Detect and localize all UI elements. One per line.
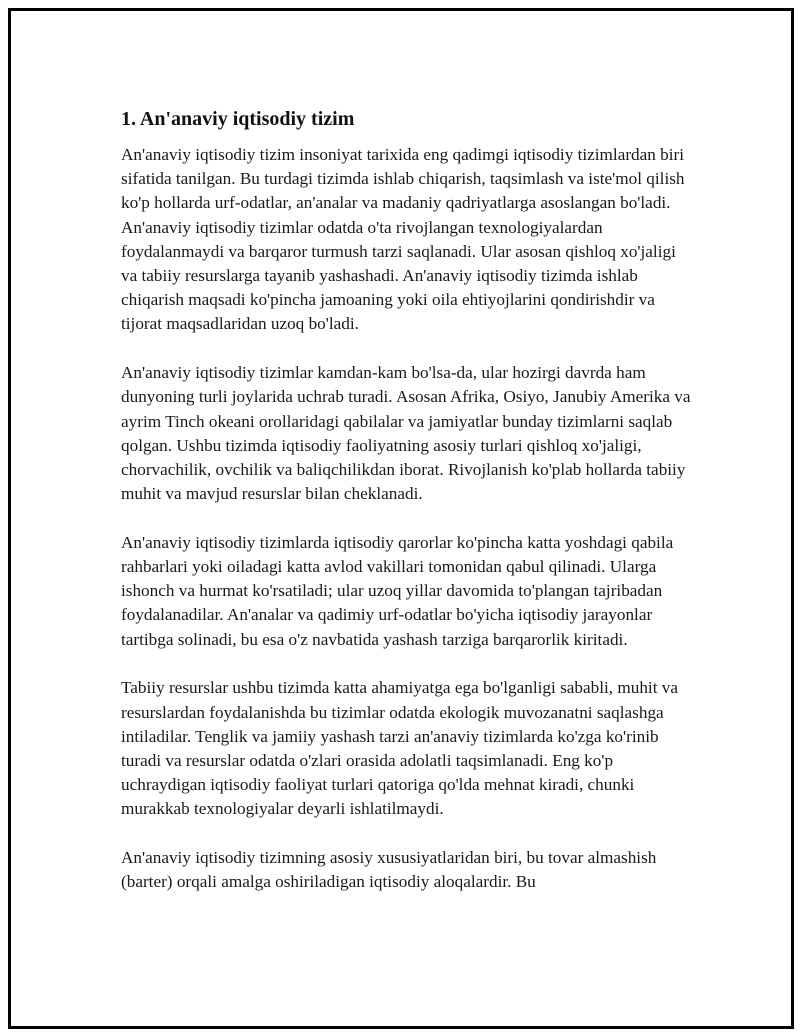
- paragraph-2: An'anaviy iqtisodiy tizimlar kamdan-kam bo'lsa-da, ular hozirgi davrda ham dunyoning turli joylarida uchrab turadi. Asosan Afrika, Osiyo, Janubiy Amerika va ayrim Tinch okeani orollaridagi qabilalar va jamiyatlar bunday tizimlarni saqlab qolgan. Ushbu tizimda iqtisodiy faoliyatning asosiy turlari qishloq xo'jaligi, chorvachilik, ovchilik va baliqchilikdan iborat. Rivojlanish ko'plab hollarda tabiiy muhit va mavjud resurslar bilan cheklanadi.: [121, 363, 691, 504]
- paragraph-3: An'anaviy iqtisodiy tizimlarda iqtisodiy qarorlar ko'pincha katta yoshdagi qabila rahbarlari yoki oiladagi katta avlod vakillari tomonidan qabul qilinadi. Ularga ishonch va hurmat ko'rsatiladi; ular uzoq yillar davomida to'plangan tajribadan foydalanadilar. An'analar va qadimiy urf-odatlar bo'yicha iqtisodiy jarayonlar tartibga solinadi, bu esa o'z navbatida yashash tarziga barqarorlik kiritadi.: [121, 532, 674, 649]
- page-frame: [8, 8, 794, 1029]
- document-body: [121, 107, 691, 919]
- section-heading: 1. An'anaviy iqtisodiy tizim: [121, 108, 355, 130]
- paragraph-4: Tabiiy resurslar ushbu tizimda katta ahamiyatga ega bo'lganligi sababli, muhit va resurslardan foydalanishda bu tizimlar odatda ekologik muvozanatni saqlashga intiladilar. Tenglik va jamiiy yashash tarzi an'anaviy tizimlarda ko'zga ko'rinib turadi va resurslar odatda o'zlari orasida adolatli taqsimlanadi. Eng ko'p uchraydigan iqtisodiy faoliyat turlari qatoriga qo'lda mehnat kiradi, chunki murakkab texnologiyalar deyarli ishlatilmaydi.: [121, 678, 678, 819]
- paragraph-1: An'anaviy iqtisodiy tizim insoniyat tarixida eng qadimgi iqtisodiy tizimlardan biri sifatida tanilgan. Bu turdagi tizimda ishlab chiqarish, taqsimlash va iste'mol qilish ko'p hollarda urf-odatlar, an'analar va madaniy qadriyatlarga asoslangan bo'ladi. An'anaviy iqtisodiy tizimlar odatda o'ta rivojlangan texnologiyalardan foydalanmaydi va barqaror turmush tarzi saqlanadi. Ular asosan qishloq xo'jaligi va tabiiy resurslarga tayanib yashashadi. An'anaviy iqtisodiy tizimda ishlab chiqarish maqsadi ko'pincha jamoaning yoki oila ehtiyojlarini qondirishdir va tijorat maqsadlaridan uzoq bo'ladi.: [121, 145, 685, 334]
- paragraph-5: An'anaviy iqtisodiy tizimning asosiy xususiyatlaridan biri, bu tovar almashish (barter) orqali amalga oshiriladigan iqtisodiy aloqalardir. Bu: [121, 848, 657, 892]
